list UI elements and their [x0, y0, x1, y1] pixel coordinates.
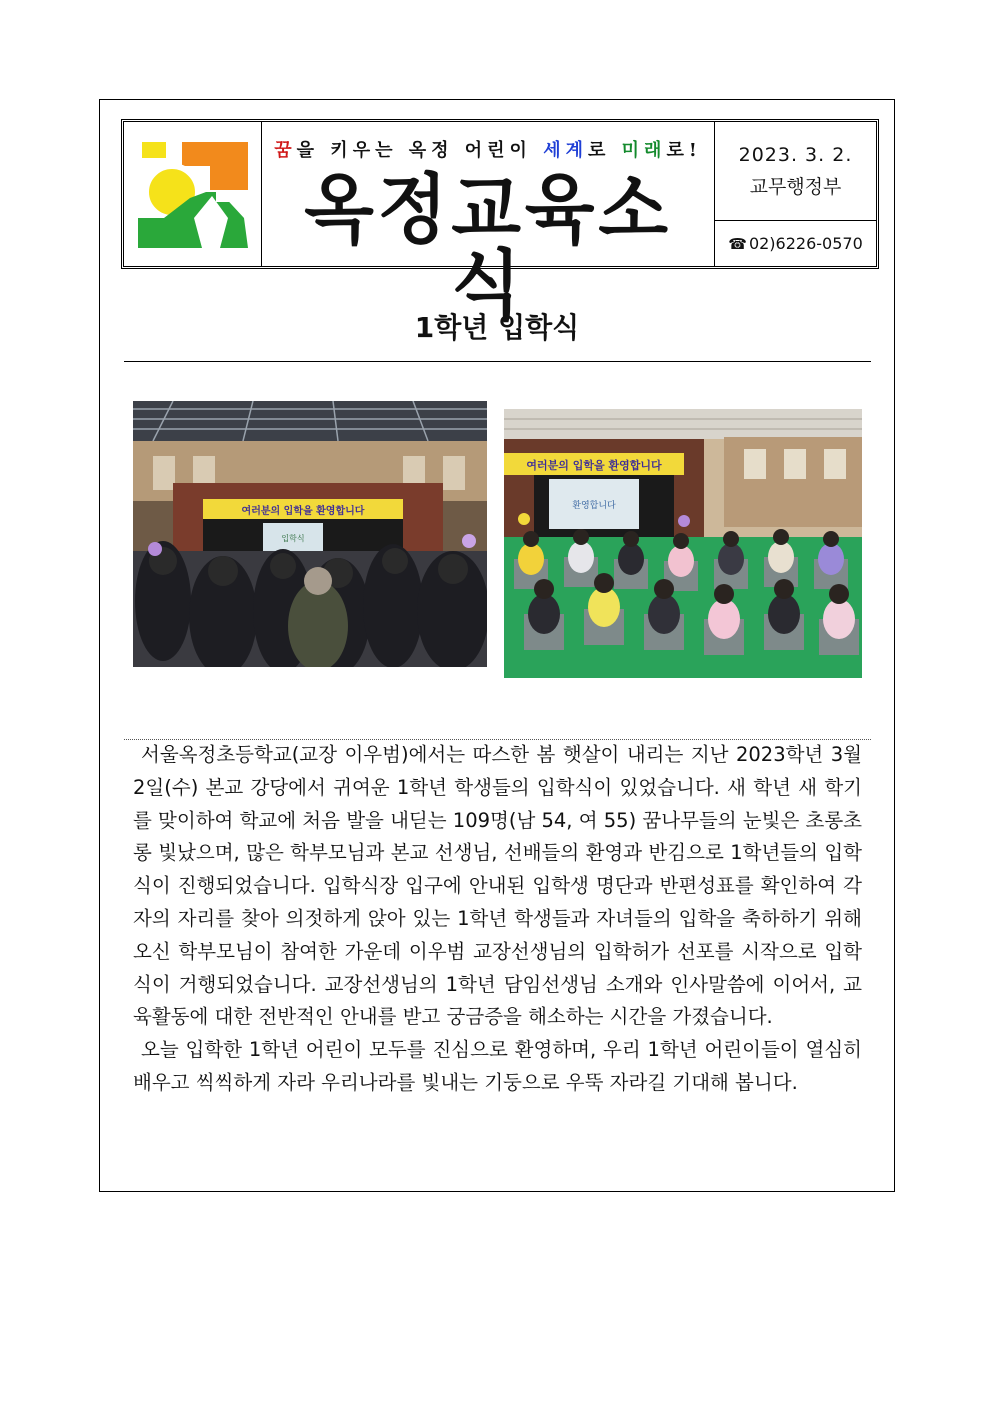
- title-divider: [124, 361, 871, 362]
- article-title: 1학년 입학식: [414, 311, 580, 344]
- info-cell: [715, 122, 876, 266]
- slogan-part: 을 키우는 옥정 어린이: [296, 140, 544, 161]
- screen-text: 입학식: [281, 534, 305, 543]
- article-body: [133, 739, 862, 1100]
- screen-text: 환영합니다: [572, 501, 616, 511]
- entrance-ceremony-photo-2: [504, 409, 862, 678]
- banner-text: 여러분의 입학을 환영합니다: [526, 459, 662, 472]
- slogan-part: 로: [588, 140, 622, 161]
- slogan-part: 세계: [543, 140, 588, 161]
- slogan-part: 로!: [666, 140, 702, 161]
- phone-icon: ☎: [728, 235, 747, 253]
- article-paragraph: 서울옥정초등학교(교장 이우범)에서는 따스한 봄 햇살이 내리는 지난 2023학년 3월 2일(수) 본교 강당에서 귀여운 1학년 학생들의 입학식이 있었습니다. 새 학년 새 학기를 맞이하여 학교에 처음 발을 내딛는 109명(남 54, 여 55) 꿈나무들의 눈빛은 초롱초롱 빛났으며, 많은 학부모님과 본교 선생님, 선배들의 환영과 반김으로 1학년들의 입학식이 진행되었습니다. 입학식장 입구에 안내된 입학생 명단과 반편성표를 확인하여 각자의 자리를 찾아 의젓하게 앉아 있는 1학년 학생들과 자녀들의 입학을 축하하기 위해 오신 학부모님이 참여한 가운데 이우범 교장선생님의 입학허가 선포를 시작으로 입학식이 거행되었습니다. 교장선생님의 1학년 담임선생님 소개와 인사말씀에 이어서, 교육활동에 대한 전반적인 안내를 받고 궁금증을 해소하는 시간을 가졌습니다.: [133, 743, 862, 1029]
- slogan-part: 미래: [621, 140, 667, 161]
- newsletter-title: 옥정교육소식: [304, 165, 672, 330]
- slogan-part: 꿈: [274, 140, 297, 161]
- logo-cell: [124, 122, 262, 266]
- phone-number: [715, 234, 876, 253]
- issue-date: 2023. 3. 2.: [738, 144, 853, 166]
- issue-info: [715, 122, 876, 221]
- entrance-ceremony-photo-1: [133, 401, 487, 667]
- article-paragraph: 오늘 입학한 1학년 어린이 모두를 진심으로 환영하며, 우리 1학년 어린이들이 열심히 배우고 씩씩하게 자라 우리나라를 빛내는 기둥으로 우뚝 자라길 기대해 봅니다.: [133, 1038, 862, 1094]
- slogan: [262, 136, 714, 162]
- banner-text: 여러분의 입학을 환영합니다: [241, 506, 365, 517]
- department: 교무행정부: [749, 176, 842, 198]
- school-logo-icon: [124, 122, 261, 266]
- phone-text: 02)6226-0570: [748, 234, 863, 253]
